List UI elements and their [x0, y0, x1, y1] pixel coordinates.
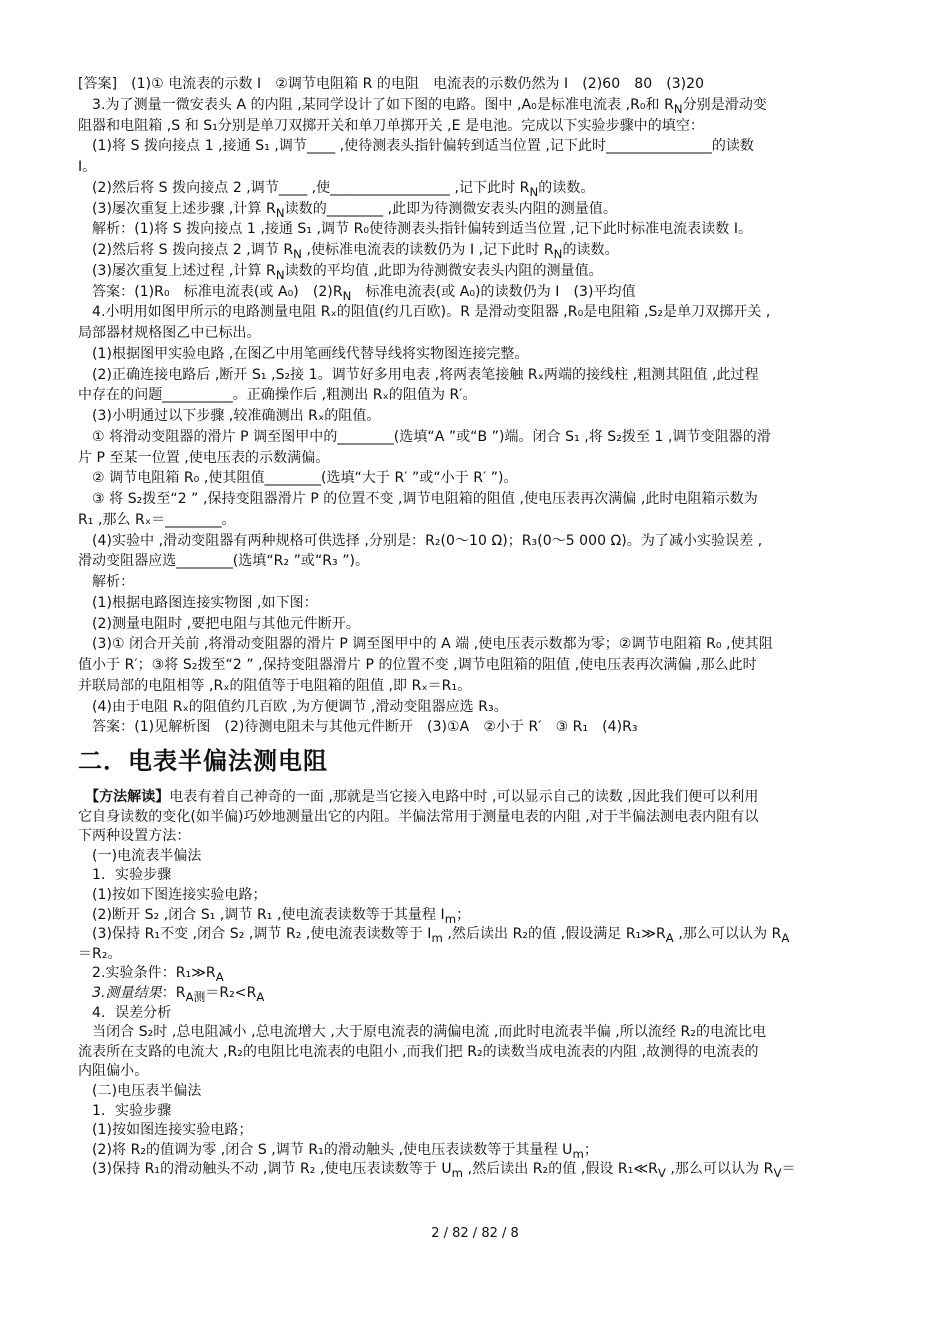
text-line: 片 P 至某一位置 ,使电压表的示数满偏。 [78, 449, 330, 466]
text-line: (一)电流表半偏法 [78, 847, 202, 864]
text-line: 4.小明用如图甲所示的电路测量电阻 Rₓ的阻值(约几百欧)。R 是滑动变阻器 ,R₀是电阻箱 ,S₂是单刀双掷开关 , [78, 304, 771, 321]
text-line: (二)电压表半偏法 [78, 1083, 202, 1099]
text-line: (3)保持 R₁的滑动触头不动 ,调节 R₂ ,使电压表读数等于 $U_m$ ,然后读出 R₂的值 ,假设 $R_1≪R_V$ ,那么可以认为 $R_V=$ [78, 1161, 796, 1181]
text-line: 3.为了测量一微安表头 A 的内阻 ,某同学设计了如下图的电路。图中 ,A₀是标准电流表 ,R₀和 $R_N$分别是滑动变 [78, 96, 767, 116]
text-line: R₁ ,那么 Rₓ＝________。 [78, 511, 236, 528]
text-line: 当闭合 S₂时 ,总电阻减小 ,总电流增大 ,大于原电流表的满偏电流 ,而此时电流表半偏 ,所以流经 R₂的电流比电 [78, 1024, 767, 1041]
text-line: (1)根据电路图连接实物图 ,如下图： [78, 594, 318, 611]
text-line: (4)实验中 ,滑动变阻器有两种规格可供选择 ,分别是：R₂(0～10 Ω)；R₃(0～5 000 Ω)。为了减小实验误差 , [78, 532, 763, 549]
text-line: ② 调节电阻箱 R₀ ,使其阻值________(选填“大于 R′ ”或“小于 R′ ”)。 [78, 470, 518, 487]
text-line: 解析：(1)将 S 拨向接点 1 ,接通 S₁ ,调节 R₀使待测表头指针偏转到适当位置 ,记下此时标准电流表读数 I。 [78, 221, 753, 238]
text-line: 答案：(1)R₀ 标准电流表(或 A₀) $(2)R_N$ 标准电流表(或 A₀)的读数仍为 I (3)平均值 [78, 283, 636, 303]
text-line: I。 [78, 159, 97, 175]
text-line: 下两种设置方法： [78, 828, 191, 845]
text-line: (1)将 S 拨向接点 1 ,接通 S₁ ,调节____ ,使待测表头指针偏转到适当位置 ,记下此时_______________的读数 [78, 138, 754, 155]
text-line: 滑动变阻器应选________(选填“R₂ ”或“R₃ ”)。 [78, 553, 370, 570]
section-heading: 二．电表半偏法测电阻 [78, 747, 328, 775]
text-line: 局部器材规格图乙中已标出。 [78, 325, 261, 341]
text-line: 阻器和电阻箱 ,S 和 S₁分别是单刀双掷开关和单刀单掷开关 ,E 是电池。完成以下实验步骤中的填空： [78, 117, 704, 134]
text-line: 内阻偏小。 [78, 1063, 149, 1080]
text-line: ① 将滑动变阻器的滑片 P 调至图甲中的________(选填“A ”或“B ”)端。闭合 S₁ ,将 S₂拨至 1 ,调节变阻器的滑 [78, 428, 771, 445]
text-line: 答案：(1)见解析图 (2)待测电阻未与其他元件断开 (3)①A ②小于 R′ ③ R₁ (4)R₃ [78, 719, 638, 736]
text-line: (1)按如下图连接实验电路； [78, 887, 267, 903]
text-line: 流表所在支路的电流大 ,R₂的电阻比电流表的电阻小 ,而我们把 R₂的读数当成电流表的内阻 ,故测得的电流表的 [78, 1043, 759, 1060]
text-line: (2)将 R₂的值调为零 ,闭合 S ,调节 R₁的滑动触头 ,使电压表读数等于其量程 $U_m$； [78, 1141, 598, 1161]
text-line: 【方法解读】电表有着自己神奇的一面 ,那就是当它接入电路中时 ,可以显示自己的读数 ,因此我们便可以利用 [92, 789, 759, 805]
text-line: [答案] (1)① 电流表的示数 I ②调节电阻箱 R 的电阻 电流表的示数仍然为 I (2)60 80 (3)20 [78, 76, 705, 92]
text-line: (3)① 闭合开关前 ,将滑动变阻器的滑片 P 调至图甲中的 A 端 ,使电压表示数都为零；②调节电阻箱 R₀ ,使其阻 [78, 636, 773, 653]
text-line: 它自身读数的变化(如半偏)巧妙地测量出它的内阻。半偏法常用于测量电表的内阻 ,对于半偏法测电表内阻有以 [78, 808, 759, 825]
text-line: ③ 将 S₂拨至“2 ” ,保持变阻器滑片 P 的位置不变 ,调节电阻箱的阻值 ,使电压表再次满偏 ,此时电阻箱示数为 [78, 491, 758, 507]
text-line: (2)测量电阻时 ,要把电阻与其他元件断开。 [78, 615, 360, 632]
text-line: (2)断开 S₂ ,闭合 S₁ ,调节 R₁ ,使电流表读数等于其量程 $I_m$； [78, 906, 471, 926]
text-line: (3)保持 R₁不变 ,闭合 S₂ ,调节 R₂ ,使电流表读数等于 $I_m$ ,然后读出 R₂的值 ,假设满足 $R_1≫R_A$ ,那么可以认为 $R_A$ [78, 926, 790, 945]
text-line: 3.测量结果：$R_{A测}=R_2<R_A$ [92, 985, 265, 1004]
text-line: 2.实验条件：$R_1≫R_A$ [78, 965, 224, 985]
text-line: 值小于 R′；③将 S₂拨至“2 ” ,保持变阻器滑片 P 的位置不变 ,调节电阻箱的阻值 ,使电压表再次满偏 ,那么此时 [78, 657, 757, 673]
text-line: (2)然后将 S 拨向接点 2 ,调节____ ,使_________________ ,记下此时 $R_N$的读数。 [78, 179, 595, 199]
text-line: 1．实验步骤 [78, 867, 172, 884]
text-line: (2)然后将 S 拨向接点 2 ,调节 $R_N$ ,使标准电流表的读数仍为 I ,记下此时 $R_N$的读数。 [78, 242, 619, 261]
text-line: (3)屡次重复上述过程 ,计算 $R_N$读数的平均值 ,此即为待测微安表头内阻的测量值。 [78, 262, 603, 282]
page-footer: 2 / 82 / 82 / 8 [431, 1226, 519, 1241]
text-line: (2)正确连接电路后 ,断开 S₁ ,S₂接 1。调节好多用电表 ,将两表笔接触 Rₓ两端的接线柱 ,粗测其阻值 ,此过程 [78, 366, 759, 383]
text-line: (1)按如图连接实验电路； [78, 1122, 253, 1139]
text-line: (1)根据图甲实验电路 ,在图乙中用笔画线代替导线将实物图连接完整。 [78, 345, 529, 362]
text-line: ＝R₂。 [78, 945, 122, 962]
text-line: 解析： [78, 574, 135, 590]
text-line: 4．误差分析 [78, 1004, 172, 1021]
text-line: (3)小明通过以下步骤 ,较准确测出 Rₓ的阻值。 [78, 408, 381, 424]
text-line: 1．实验步骤 [78, 1102, 172, 1119]
text-line: 中存在的问题__________。正确操作后 ,粗测出 Rₓ的阻值为 R′。 [78, 387, 477, 404]
text-line: (3)屡次重复上述步骤 ,计算 $R_N$读数的________ ,此即为待测微安表头内阻的测量值。 [78, 200, 617, 220]
text-line: 并联局部的电阻相等 ,Rₓ的阻值等于电阻箱的阻值 ,即 Rₓ＝R₁。 [78, 677, 472, 694]
text-line: (4)由于电阻 Rₓ的阻值约几百欧 ,为方便调节 ,滑动变阻器应选 R₃。 [78, 698, 508, 715]
